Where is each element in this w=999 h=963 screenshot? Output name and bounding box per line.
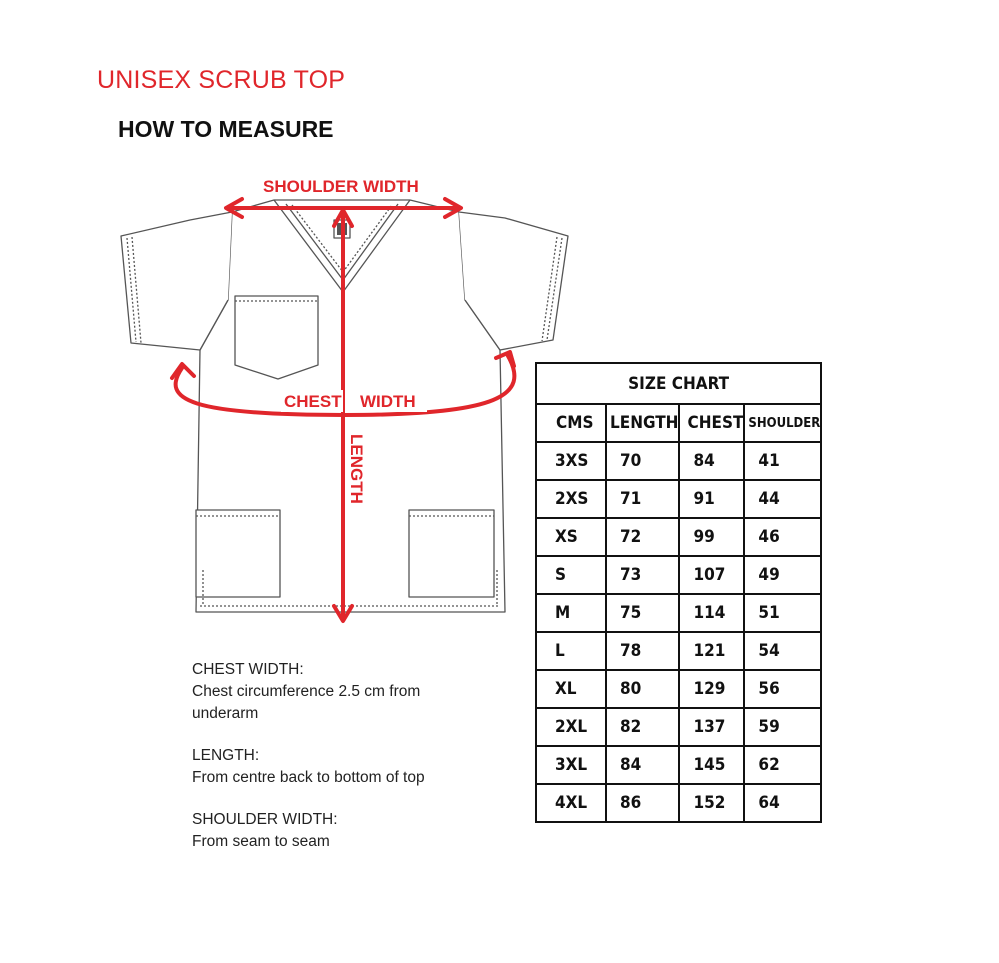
length-cell: 80 bbox=[606, 670, 679, 708]
page-title: UNISEX SCRUB TOP bbox=[97, 66, 346, 94]
shoulder-cell: 56 bbox=[744, 670, 821, 708]
size-chart-caption: SIZE CHART bbox=[536, 363, 821, 404]
size-chart-table bbox=[535, 362, 822, 823]
chest-cell: 107 bbox=[679, 556, 744, 594]
length-cell: 82 bbox=[606, 708, 679, 746]
size-chart-header-row bbox=[536, 404, 821, 442]
size-cell: XL bbox=[536, 670, 606, 708]
size-row bbox=[536, 670, 821, 708]
shoulder-cell: 54 bbox=[744, 632, 821, 670]
chest-label-part1: CHEST bbox=[284, 392, 342, 411]
column-header-length: LENGTH bbox=[606, 404, 679, 442]
column-header-cms: CMS bbox=[536, 404, 606, 442]
shoulder-cell: 49 bbox=[744, 556, 821, 594]
size-row bbox=[536, 746, 821, 784]
column-header-chest: CHEST bbox=[679, 404, 744, 442]
note-shoulder-width bbox=[192, 809, 452, 853]
chest-cell: 137 bbox=[679, 708, 744, 746]
chest-label-part2: WIDTH bbox=[360, 392, 416, 411]
page-subtitle: HOW TO MEASURE bbox=[118, 116, 334, 142]
size-cell: 3XL bbox=[536, 746, 606, 784]
shoulder-cell: 59 bbox=[744, 708, 821, 746]
chest-cell: 84 bbox=[679, 442, 744, 480]
note-body: From seam to seam bbox=[192, 833, 330, 850]
size-cell: S bbox=[536, 556, 606, 594]
length-cell: 73 bbox=[606, 556, 679, 594]
size-row bbox=[536, 784, 821, 822]
note-heading: SHOULDER WIDTH: bbox=[192, 811, 338, 828]
shoulder-cell: 44 bbox=[744, 480, 821, 518]
note-body: Chest circumference 2.5 cm from underarm bbox=[192, 683, 421, 722]
size-row bbox=[536, 518, 821, 556]
length-cell: 70 bbox=[606, 442, 679, 480]
note-heading: CHEST WIDTH: bbox=[192, 661, 304, 678]
size-row bbox=[536, 480, 821, 518]
note-body: From centre back to bottom of top bbox=[192, 769, 425, 786]
left-lower-pocket bbox=[196, 510, 280, 597]
length-label: LENGTH bbox=[347, 434, 366, 504]
size-row bbox=[536, 556, 821, 594]
size-row bbox=[536, 632, 821, 670]
chest-cell: 129 bbox=[679, 670, 744, 708]
size-cell: L bbox=[536, 632, 606, 670]
shoulder-cell: 62 bbox=[744, 746, 821, 784]
note-length bbox=[192, 745, 452, 789]
chest-cell: 99 bbox=[679, 518, 744, 556]
shoulder-cell: 46 bbox=[744, 518, 821, 556]
shoulder-cell: 41 bbox=[744, 442, 821, 480]
size-cell: 4XL bbox=[536, 784, 606, 822]
length-cell: 71 bbox=[606, 480, 679, 518]
shoulder-cell: 51 bbox=[744, 594, 821, 632]
length-cell: 75 bbox=[606, 594, 679, 632]
right-lower-pocket bbox=[409, 510, 494, 597]
size-cell: 2XS bbox=[536, 480, 606, 518]
size-cell: XS bbox=[536, 518, 606, 556]
shoulder-width-label: SHOULDER WIDTH bbox=[263, 177, 419, 196]
shoulder-cell: 64 bbox=[744, 784, 821, 822]
size-row bbox=[536, 594, 821, 632]
size-cell: 3XS bbox=[536, 442, 606, 480]
size-cell: M bbox=[536, 594, 606, 632]
column-header-shoulder: SHOULDER bbox=[744, 404, 821, 442]
note-chest-width bbox=[192, 659, 452, 725]
size-row bbox=[536, 442, 821, 480]
chest-cell: 91 bbox=[679, 480, 744, 518]
chest-cell: 114 bbox=[679, 594, 744, 632]
length-cell: 72 bbox=[606, 518, 679, 556]
chest-cell: 152 bbox=[679, 784, 744, 822]
length-cell: 86 bbox=[606, 784, 679, 822]
chest-cell: 121 bbox=[679, 632, 744, 670]
note-heading: LENGTH: bbox=[192, 747, 260, 764]
size-chart-body bbox=[536, 442, 821, 822]
length-cell: 78 bbox=[606, 632, 679, 670]
chest-cell: 145 bbox=[679, 746, 744, 784]
size-row bbox=[536, 708, 821, 746]
measurement-notes bbox=[192, 659, 452, 873]
size-cell: 2XL bbox=[536, 708, 606, 746]
length-cell: 84 bbox=[606, 746, 679, 784]
